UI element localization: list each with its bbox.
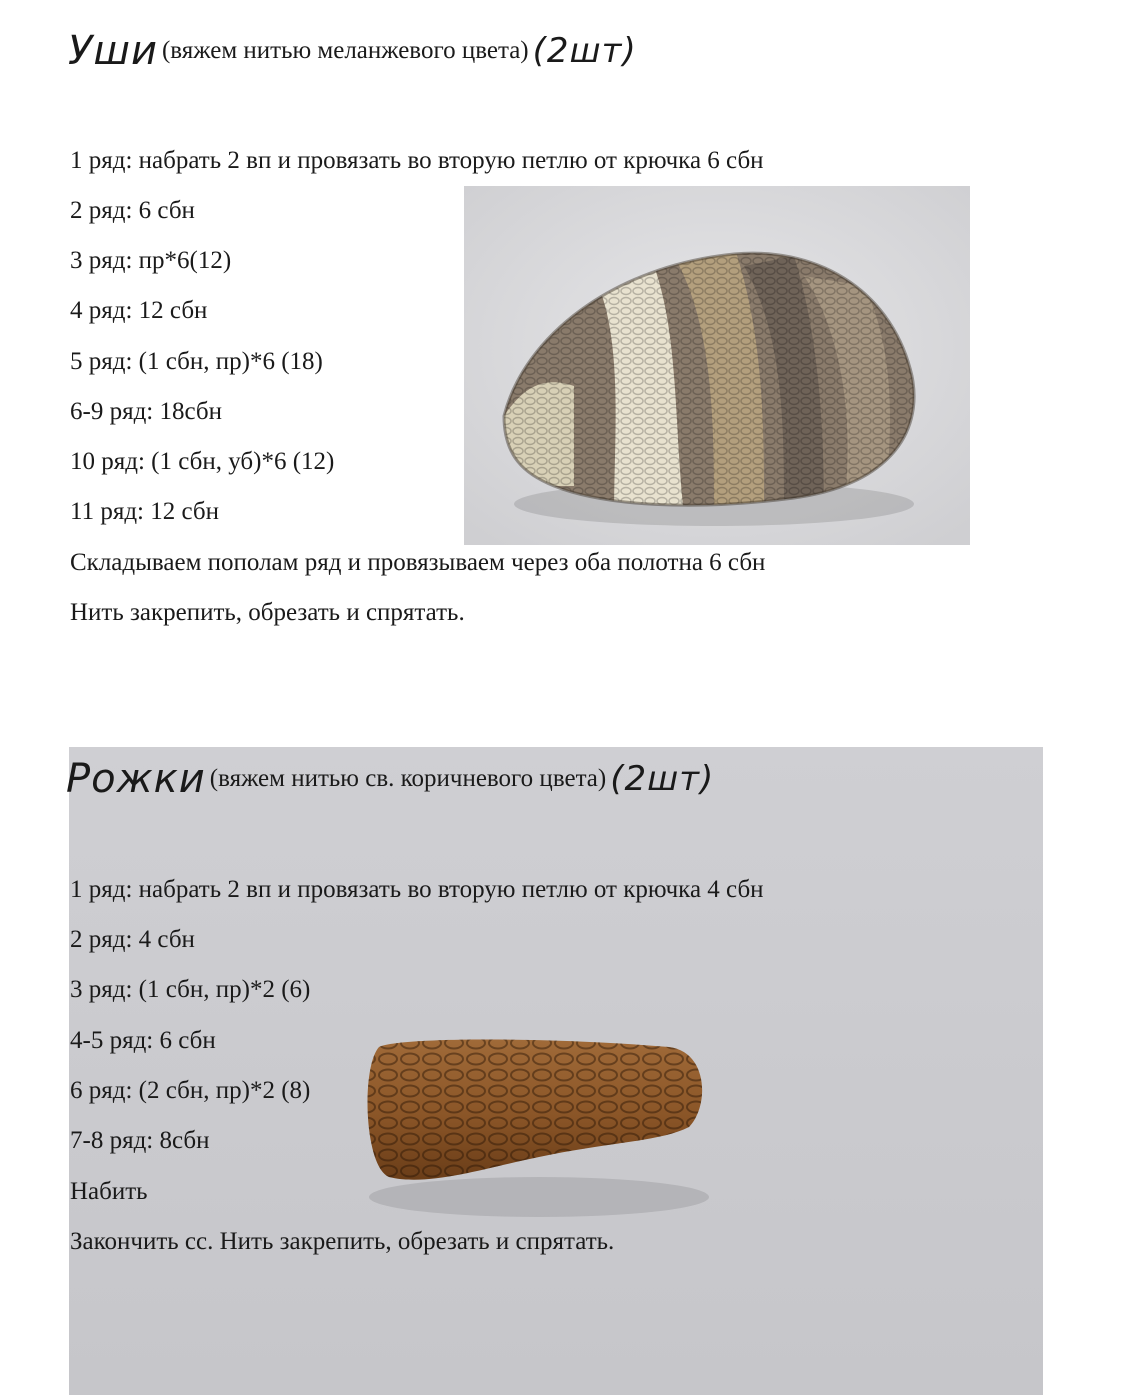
ears-subtitle: (вяжем нитью меланжевого цвета) bbox=[161, 37, 529, 64]
ears-heading bbox=[68, 28, 637, 74]
crochet-horn-image bbox=[69, 747, 1043, 1395]
horns-row-7-8: 7-8 ряд: 8сбн bbox=[70, 1127, 210, 1154]
horns-finish-instruction: Закончить сс. Нить закрепить, обрезать и спрятать. bbox=[70, 1228, 615, 1255]
crochet-ear-image bbox=[464, 186, 970, 545]
horns-subtitle: (вяжем нитью св. коричневого цвета) bbox=[209, 765, 607, 792]
ears-row-6-9: 6-9 ряд: 18сбн bbox=[70, 398, 222, 425]
ears-row-3: 3 ряд: пр*6(12) bbox=[70, 247, 232, 274]
ears-count: (2шт) bbox=[532, 31, 637, 71]
ears-row-1: 1 ряд: набрать 2 вп и провязать во вторую петлю от крючка 6 сбн bbox=[70, 147, 764, 174]
ears-title: Уши bbox=[68, 28, 158, 74]
ears-fold-instruction: Складываем пополам ряд и провязываем через оба полотна 6 сбн bbox=[70, 549, 766, 576]
ears-finish-instruction: Нить закрепить, обрезать и спрятать. bbox=[70, 599, 465, 626]
horns-count: (2шт) bbox=[610, 759, 715, 799]
horn-photo bbox=[69, 747, 1043, 1395]
horns-title: Рожки bbox=[66, 756, 206, 802]
ears-row-10: 10 ряд: (1 сбн, уб)*6 (12) bbox=[70, 448, 335, 475]
ear-photo bbox=[464, 186, 970, 545]
ears-row-11: 11 ряд: 12 сбн bbox=[70, 498, 219, 525]
ears-row-5: 5 ряд: (1 сбн, пр)*6 (18) bbox=[70, 348, 323, 375]
ears-row-4: 4 ряд: 12 сбн bbox=[70, 297, 208, 324]
horns-row-6: 6 ряд: (2 сбн, пр)*2 (8) bbox=[70, 1077, 311, 1104]
horns-row-1: 1 ряд: набрать 2 вп и провязать во вторую петлю от крючка 4 сбн bbox=[70, 876, 764, 903]
horns-heading bbox=[66, 756, 714, 802]
horns-row-4-5: 4-5 ряд: 6 сбн bbox=[70, 1027, 216, 1054]
ears-row-2: 2 ряд: 6 сбн bbox=[70, 197, 195, 224]
horns-stuff-instruction: Набить bbox=[70, 1178, 148, 1205]
horns-row-3: 3 ряд: (1 сбн, пр)*2 (6) bbox=[70, 976, 311, 1003]
horns-row-2: 2 ряд: 4 сбн bbox=[70, 926, 195, 953]
